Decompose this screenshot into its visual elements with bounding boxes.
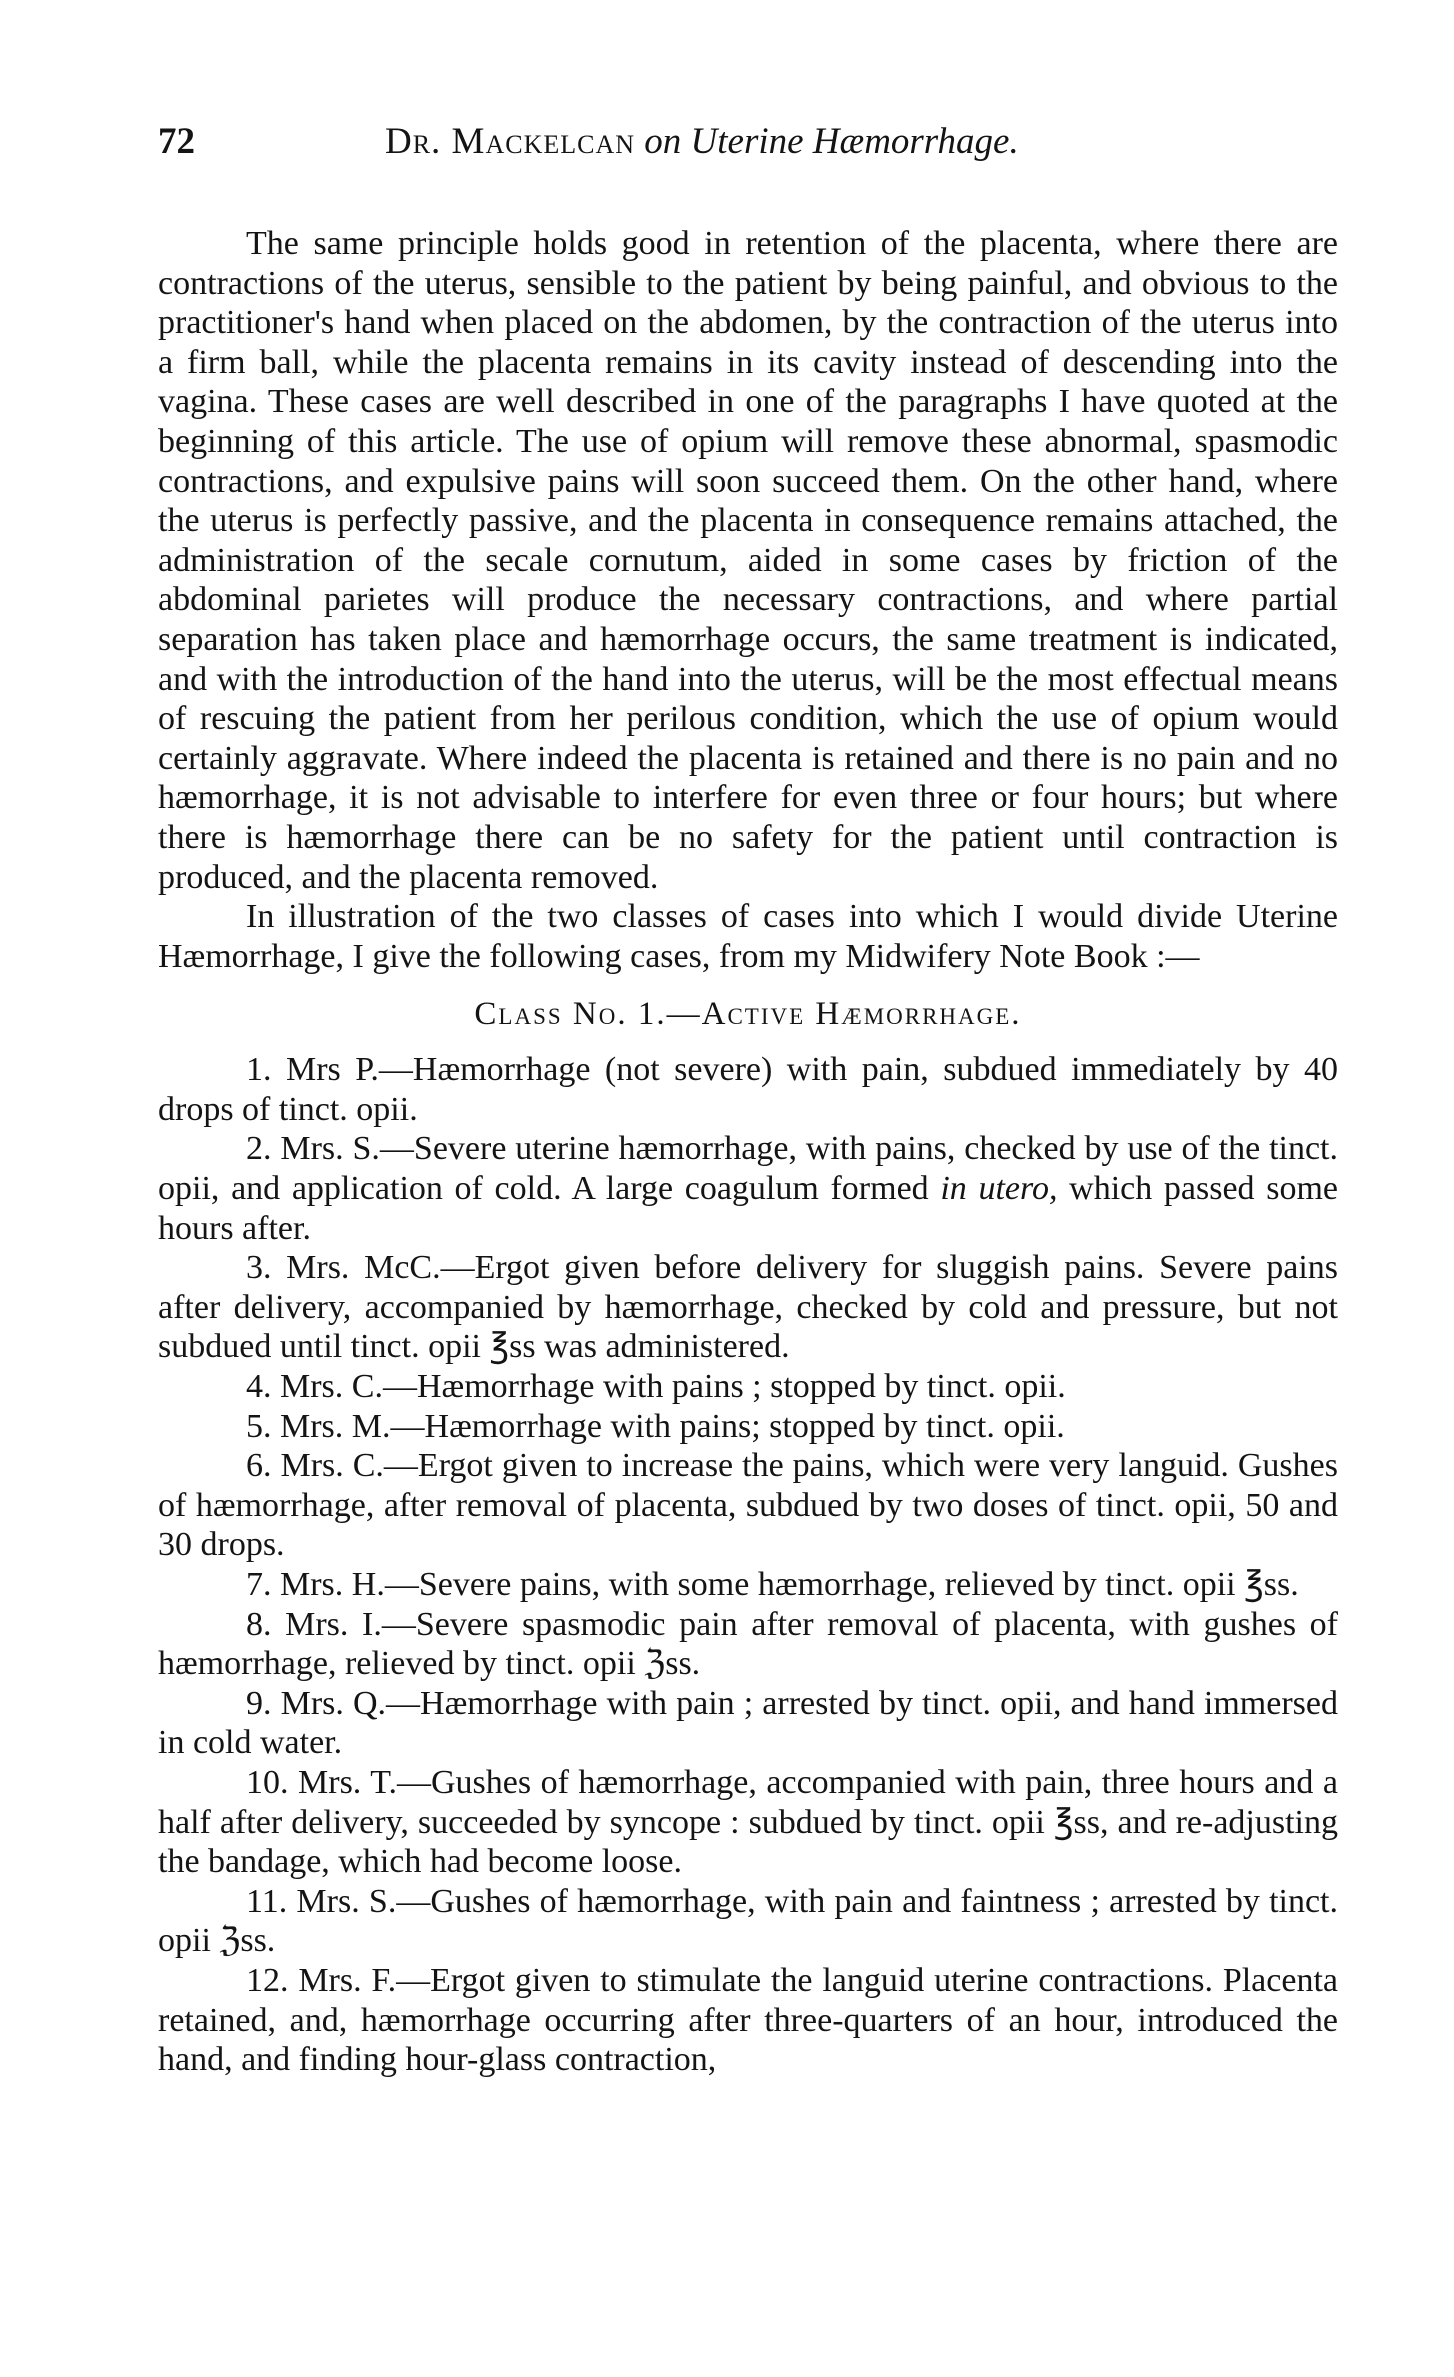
running-head-title: Uterine Hæmorrhage.	[690, 121, 1019, 162]
page-number: 72	[158, 121, 195, 162]
class-heading: Class No. 1.—Active Hæmorrhage.	[474, 996, 1022, 1033]
case-italic-phrase: in utero,	[940, 1170, 1058, 1208]
case-text-continued: which passed some hours after.	[158, 1170, 1338, 1247]
running-head-author: Dr. Mackelcan	[385, 121, 636, 162]
case-item: 6. Mrs. C.—Ergot given to increase the pains, which were very languid. Gushes of hæmorrhage, after removal of placenta, subdued by two doses of tinct. opii, 50 and 30 drops.	[158, 1447, 1338, 1564]
page-header	[158, 112, 1338, 172]
paragraph-placenta-retention: The same principle holds good in retention of the placenta, where there are contractions of the uterus, sensible to the patient by being painful, and obvious to the practitioner's hand when placed on the abdomen, by the contraction of the uterus into a firm ball, while the placenta remains in its cavity instead of descending into the vagina. These cases are well described in one of the paragraphs I have quoted at the beginning of this article. The use of opium will remove these abnormal, spasmodic contractions, and expulsive pains will soon succeed them. On the other hand, where the uterus is perfectly passive, and the placenta in consequence remains attached, the administration of the secale cornutum, aided in some cases by friction of the abdominal parietes will produce the necessary contractions, and where partial separation has taken place and hæmorrhage occurs, the same treatment is indicated, and with the introduction of the hand into the uterus, will be the most effectual means of rescuing the patient from her perilous condition, which the use of opium would certainly aggravate. Where indeed the placenta is retained and there is no pain and no hæmorrhage, it is not advisable to interfere for even three or four hours; but where there is hæmorrhage there can be no safety for the patient until contraction is produced, and the placenta removed.	[158, 225, 1338, 896]
case-item: 4. Mrs. C.—Hæmorrhage with pains ; stopped by tinct. opii.	[246, 1368, 1066, 1406]
case-text: 2. Mrs. S.—Severe uterine hæmorrhage, with pains, checked by use of the tinct. opii, and application of cold. A large coagulum formed	[158, 1130, 1338, 1208]
case-item: 10. Mrs. T.—Gushes of hæmorrhage, accompanied with pain, three hours and a half after delivery, succeeded by syncope : subdued by tinct. opii ℥ss, and re-adjusting the bandage, which had become loose.	[158, 1763, 1338, 1881]
case-item: 7. Mrs. H.—Severe pains, with some hæmorrhage, relieved by tinct. opii ℥ss.	[246, 1566, 1299, 1603]
running-head	[385, 112, 1019, 172]
case-item: 9. Mrs. Q.—Hæmorrhage with pain ; arrested by tinct. opii, and hand immersed in cold water.	[158, 1684, 1338, 1762]
case-item: 1. Mrs P.—Hæmorrhage (not severe) with pain, subdued immediately by 40 drops of tinct. opii.	[158, 1051, 1338, 1128]
case-item: 11. Mrs. S.—Gushes of hæmorrhage, with pain and faintness ; arrested by tinct. opii ℨss.	[158, 1882, 1338, 1960]
case-item: 5. Mrs. M.—Hæmorrhage with pains; stopped by tinct. opii.	[246, 1407, 1065, 1445]
case-item: 8. Mrs. I.—Severe spasmodic pain after removal of placenta, with gushes of hæmorrhage, relieved by tinct. opii ℨss.	[158, 1605, 1338, 1683]
case-item	[158, 1129, 1338, 1248]
case-item: 12. Mrs. F.—Ergot given to stimulate the languid uterine contractions. Placenta retained, and, hæmorrhage occurring after three-quarters of an hour, introduced the hand, and finding hour-glass contraction,	[158, 1961, 1338, 2079]
running-head-connector: on	[644, 121, 682, 162]
paragraph-illustration-intro: In illustration of the two classes of cases into which I would divide Uterine Hæmorrhage, I give the following cases, from my Midwifery Note Book :—	[158, 898, 1338, 975]
book-page	[158, 112, 1338, 2080]
case-item: 3. Mrs. McC.—Ergot given before delivery for sluggish pains. Severe pains after delivery, accompanied by hæmorrhage, checked by cold and pressure, but not subdued until tinct. opii ℥ss was administered.	[158, 1249, 1338, 1366]
body-text	[158, 224, 1338, 2080]
